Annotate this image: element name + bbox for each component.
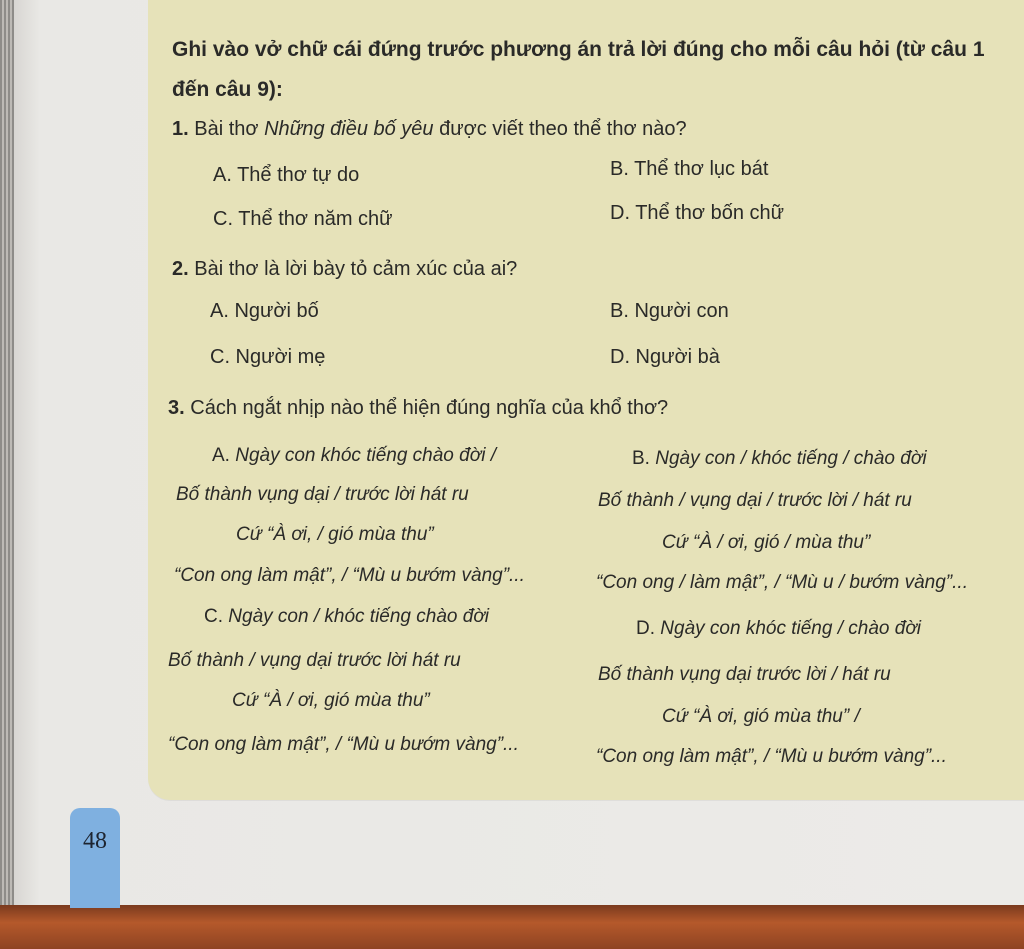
q3-option-d-line-1 bbox=[636, 618, 921, 640]
question-3-number: 3. bbox=[168, 397, 185, 419]
q3-option-c-line-4: “Con ong làm mật”, / “Mù u bướm vàng”... bbox=[168, 734, 519, 755]
question-3 bbox=[168, 397, 668, 420]
q3-option-a-line-3: Cứ “À ơi, / gió mùa thu” bbox=[236, 524, 434, 545]
q3-option-b-line-4: “Con ong / làm mật”, / “Mù u / bướm vàng”... bbox=[596, 572, 968, 593]
page-number-tab bbox=[70, 808, 120, 908]
q3-option-a-label: A. bbox=[212, 445, 230, 466]
q3-option-b-line-2: Bố thành / vụng dại / trước lời / hát ru bbox=[598, 490, 912, 511]
q1-option-b: B. Thể thơ lục bát bbox=[610, 158, 769, 180]
question-1-text-after: được viết theo thể thơ nào? bbox=[433, 118, 687, 140]
q3-option-b-line-1 bbox=[632, 448, 927, 470]
q3-option-c-line-2: Bố thành / vụng dại trước lời hát ru bbox=[168, 650, 461, 671]
page-stack-edge bbox=[0, 0, 14, 915]
table-surface bbox=[0, 905, 1024, 949]
q3-option-c-text-1: Ngày con / khóc tiếng chào đời bbox=[228, 606, 490, 627]
instruction-line-2: đến câu 9): bbox=[172, 78, 283, 101]
q3-option-c-line-3: Cứ “À / ơi, gió mùa thu” bbox=[232, 690, 430, 711]
q3-option-d-line-2: Bố thành vụng dại trước lời / hát ru bbox=[598, 664, 891, 685]
q3-option-d-label: D. bbox=[636, 618, 655, 639]
q1-option-c: C. Thể thơ năm chữ bbox=[213, 208, 393, 230]
q3-option-b-line-3: Cứ “À / ơi, gió / mùa thu” bbox=[662, 532, 871, 553]
q3-option-a-text-1: Ngày con khóc tiếng chào đời / bbox=[235, 445, 496, 466]
question-2-text: Bài thơ là lời bày tỏ cảm xúc của ai? bbox=[194, 258, 518, 280]
question-1-text-before: Bài thơ bbox=[194, 118, 265, 140]
q3-option-a-line-1 bbox=[212, 445, 496, 467]
question-1-number: 1. bbox=[172, 118, 189, 140]
q3-option-a-line-2: Bố thành vụng dại / trước lời hát ru bbox=[176, 484, 469, 505]
q2-option-a: A. Người bố bbox=[210, 300, 319, 322]
q3-option-b-text-1: Ngày con / khóc tiếng / chào đời bbox=[655, 448, 927, 469]
q1-option-d: D. Thể thơ bốn chữ bbox=[610, 202, 785, 224]
instruction-line-1: Ghi vào vở chữ cái đứng trước phương án trả lời đúng cho mỗi câu hỏi (từ câu 1 bbox=[172, 38, 985, 61]
q3-option-c-line-1 bbox=[204, 606, 489, 628]
q2-option-d: D. Người bà bbox=[610, 346, 720, 368]
q2-option-c: C. Người mẹ bbox=[210, 346, 326, 368]
question-3-text: Cách ngắt nhịp nào thể hiện đúng nghĩa của khổ thơ? bbox=[190, 397, 669, 419]
page-number: 48 bbox=[83, 828, 107, 854]
q3-option-c-label: C. bbox=[204, 606, 223, 627]
question-2 bbox=[172, 258, 517, 281]
question-1-poem-title: Những điều bố yêu bbox=[264, 118, 434, 140]
q3-option-d-text-1: Ngày con khóc tiếng / chào đời bbox=[660, 618, 922, 639]
q1-option-a: A. Thể thơ tự do bbox=[213, 164, 360, 186]
q3-option-b-label: B. bbox=[632, 448, 650, 469]
q3-option-a-line-4: “Con ong làm mật”, / “Mù u bướm vàng”... bbox=[174, 565, 525, 586]
question-1 bbox=[172, 118, 687, 141]
q3-option-d-line-4: “Con ong làm mật”, / “Mù u bướm vàng”... bbox=[596, 746, 947, 767]
question-2-number: 2. bbox=[172, 258, 189, 280]
q2-option-b: B. Người con bbox=[610, 300, 729, 322]
q3-option-d-line-3: Cứ “À ơi, gió mùa thu” / bbox=[662, 706, 860, 727]
